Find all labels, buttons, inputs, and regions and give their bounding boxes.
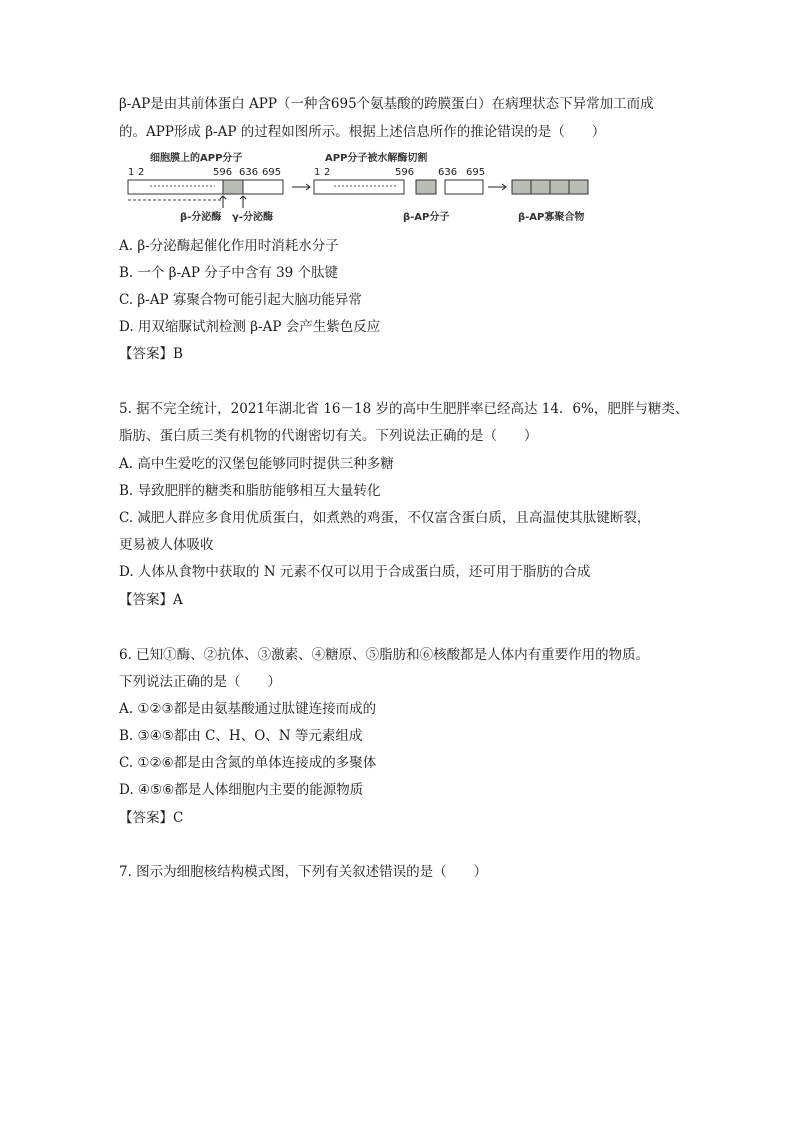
num-695b: 695	[466, 167, 486, 178]
oligomer-unit-3	[550, 180, 569, 194]
q4-stem-line2: 的。APP形成 β-AP 的过程如图所示。根据上述信息所作的推论错误的是（ ）	[119, 124, 606, 140]
gamma-arrow	[240, 196, 246, 208]
app-molecule	[128, 180, 283, 194]
label-bap-molecule: β-AP分子	[403, 212, 450, 223]
num-2a: 2	[138, 167, 145, 178]
bap-fragment	[416, 180, 436, 194]
num-2b: 2	[324, 167, 331, 178]
num-695a: 695	[262, 167, 282, 178]
q4-stem-line1: β-AP是由其前体蛋白 APP（一种含695个氨基酸的跨膜蛋白）在病理状态下异常加工而成	[119, 96, 654, 112]
q5-option-d: D. 人体从食物中获取的 N 元素不仅可以用于合成蛋白质，还可用于脂肪的合成	[119, 564, 591, 580]
bap-region	[223, 180, 243, 194]
q5-answer: 【答案】A	[119, 592, 183, 608]
q6-option-b: B. ③④⑤都由 C、H、O、N 等元素组成	[119, 728, 363, 744]
process-arrow-1	[292, 184, 310, 190]
oligomer-unit-2	[531, 180, 550, 194]
q5-stem-line1: 5. 据不完全统计，2021年湖北省 16－18 岁的高中生肥胖率已经高达 14．6%，肥胖与糖类、	[119, 401, 689, 417]
q6-stem-line2: 下列说法正确的是（ ）	[119, 674, 281, 690]
oligomer-unit-4	[569, 180, 588, 194]
q4-option-a: A. β-分泌酶起催化作用时消耗水分子	[119, 238, 339, 254]
num-596b: 596	[395, 167, 415, 178]
num-1b: 1	[314, 167, 321, 178]
app-processing-figure	[120, 150, 640, 230]
q4-option-b: B. 一个 β-AP 分子中含有 39 个肽键	[119, 265, 339, 281]
q6-answer: 【答案】C	[119, 810, 184, 826]
num-1a: 1	[128, 167, 135, 178]
q4-option-d: D. 用双缩脲试剂检测 β-AP 会产生紫色反应	[119, 319, 381, 335]
app-n-fragment	[314, 180, 404, 194]
q5-option-b: B. 导致肥胖的糖类和脂肪能够相互大量转化	[119, 483, 381, 499]
q6-option-c: C. ①②⑥都是由含氮的单体连接成的多聚体	[119, 755, 377, 771]
q6-stem-line1: 6. 已知①酶、②抗体、③激素、④糖原、⑤脂肪和⑥核酸都是人体内有重要作用的物质。	[119, 647, 650, 663]
label-bap-oligomer: β-AP寡聚合物	[518, 212, 585, 223]
num-636b: 636	[438, 167, 458, 178]
label-membrane-app: 细胞膜上的APP分子	[150, 153, 243, 164]
label-gamma-secretase: γ-分泌酶	[232, 212, 273, 223]
num-636a: 636	[239, 167, 259, 178]
app-c-fragment	[445, 180, 483, 194]
oligomer-unit-1	[512, 180, 531, 194]
q5-option-c-cont: 更易被人体吸收	[119, 537, 214, 553]
q5-option-a: A. 高中生爱吃的汉堡包能够同时提供三种多糖	[119, 456, 394, 472]
process-arrow-2	[488, 184, 506, 190]
num-596a: 596	[213, 167, 233, 178]
label-cut: APP分子被水解酶切割	[325, 153, 428, 164]
q5-stem-line2: 脂肪、蛋白质三类有机物的代谢密切有关。下列说法正确的是（ ）	[119, 428, 538, 444]
q7-stem-line1: 7. 图示为细胞核结构模式图，下列有关叙述错误的是（ ）	[119, 864, 488, 880]
label-beta-secretase: β-分泌酶	[180, 212, 222, 223]
q4-answer: 【答案】B	[119, 346, 183, 362]
beta-arrow	[220, 196, 226, 208]
q6-option-d: D. ④⑤⑥都是人体细胞内主要的能源物质	[119, 782, 364, 798]
q6-option-a: A. ①②③都是由氨基酸通过肽键连接而成的	[119, 701, 377, 717]
q4-option-c: C. β-AP 寡聚合物可能引起大脑功能异常	[119, 292, 362, 308]
q5-option-c: C. 减肥人群应多食用优质蛋白，如煮熟的鸡蛋，不仅富含蛋白质，且高温使其肽键断裂，	[119, 510, 651, 526]
